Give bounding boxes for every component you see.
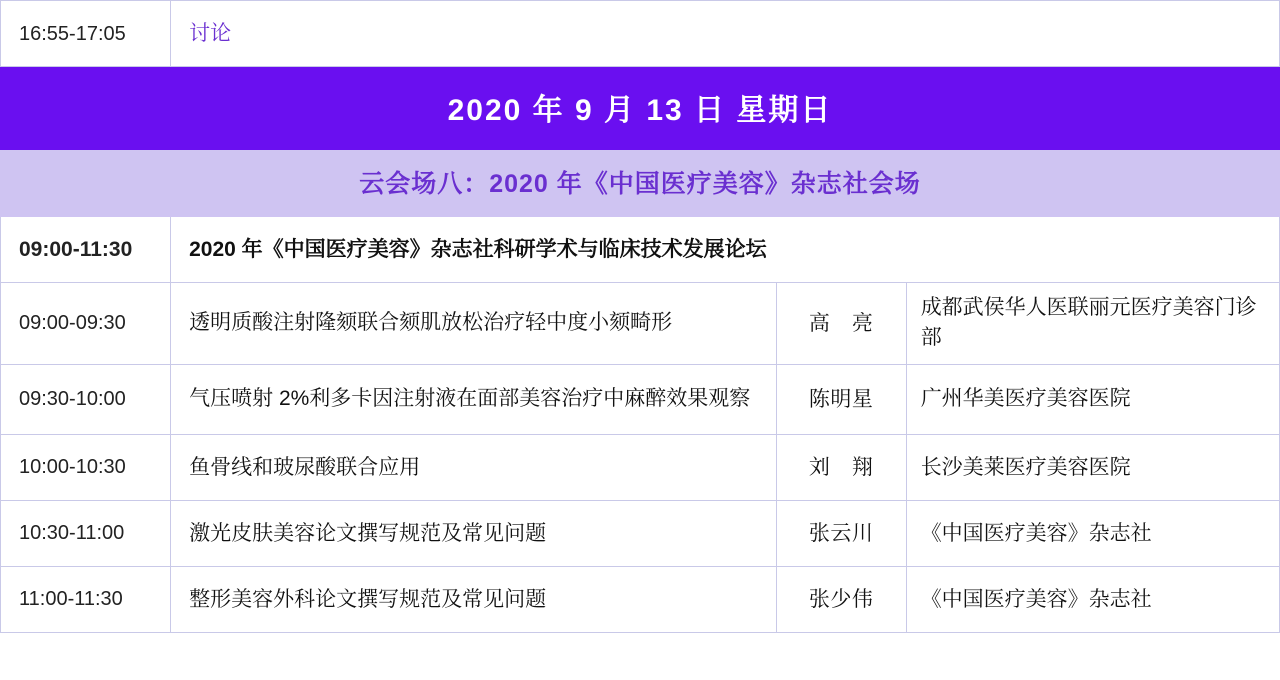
- discussion-label: 讨论: [189, 21, 232, 45]
- row-topic: 鱼骨线和玻尿酸联合应用: [189, 455, 421, 479]
- table-row: [1, 500, 1280, 566]
- row-organization: 广州华美医疗美容医院: [920, 387, 1131, 411]
- row-topic: 透明质酸注射隆颏联合颏肌放松治疗轻中度小颏畸形: [189, 311, 673, 335]
- table-row: [1, 566, 1280, 632]
- row-speaker: 张云川: [808, 521, 874, 545]
- cell-time: [1, 217, 171, 283]
- cell-time: [1, 566, 171, 632]
- row-speaker: 陈明星: [808, 387, 874, 411]
- row-time: 09:30-10:00: [19, 388, 126, 411]
- forum-time: 09:00-11:30: [19, 237, 133, 261]
- cell-speaker: [776, 364, 906, 434]
- cell-forum-title: [171, 217, 1280, 283]
- cell-organization: [906, 500, 1279, 566]
- cell-speaker: [776, 500, 906, 566]
- table-row: [1, 364, 1280, 434]
- row-topic: 整形美容外科论文撰写规范及常见问题: [189, 587, 547, 611]
- row-time: 10:00-10:30: [19, 456, 126, 479]
- row-time: 10:30-11:00: [19, 522, 125, 545]
- cell-time: [1, 283, 171, 365]
- row-organization: 长沙美莱医疗美容医院: [920, 455, 1131, 479]
- cell-organization: [906, 434, 1279, 500]
- cell-speaker: [776, 434, 906, 500]
- cell-topic: [171, 566, 776, 632]
- row-time: 11:00-11:30: [19, 588, 123, 611]
- cell-topic: [171, 434, 776, 500]
- table-row: [1, 283, 1280, 365]
- row-time: 09:00-09:30: [19, 312, 126, 335]
- row-topic: 气压喷射 2%利多卡因注射液在面部美容治疗中麻醉效果观察: [189, 387, 751, 411]
- table-row: [1, 434, 1280, 500]
- forum-title: 2020 年《中国医疗美容》杂志社科研学术与临床技术发展论坛: [189, 237, 767, 261]
- cell-topic: [171, 283, 776, 365]
- row-speaker: 刘 翔: [808, 455, 874, 479]
- cell-time: [1, 364, 171, 434]
- cell-speaker: [776, 566, 906, 632]
- session-banner-row: [1, 150, 1280, 217]
- cell-organization: [906, 566, 1279, 632]
- cell-organization: [906, 364, 1279, 434]
- date-banner-cell: [1, 67, 1280, 150]
- row-organization: 《中国医疗美容》杂志社: [920, 587, 1152, 611]
- cell-topic: [171, 364, 776, 434]
- session-banner-cell: [1, 150, 1280, 217]
- table-row: [1, 1, 1280, 67]
- cell-time: [1, 434, 171, 500]
- row-organization: 成都武侯华人医联丽元医疗美容门诊部: [920, 296, 1257, 350]
- cell-organization: [906, 283, 1279, 365]
- row-organization: 《中国医疗美容》杂志社: [920, 521, 1152, 545]
- cell-time: [1, 1, 171, 67]
- date-banner-text: 2020 年 9 月 13 日 星期日: [447, 94, 833, 127]
- row-topic: 激光皮肤美容论文撰写规范及常见问题: [189, 521, 547, 545]
- cell-time: [1, 500, 171, 566]
- cell-topic: [171, 500, 776, 566]
- cell-discussion: [171, 1, 1280, 67]
- forum-row: [1, 217, 1280, 283]
- row-speaker: 高 亮: [808, 311, 874, 335]
- session-banner-text: 云会场八：2020 年《中国医疗美容》杂志社会场: [359, 170, 921, 198]
- row-speaker: 张少伟: [808, 587, 874, 611]
- time-text: 16:55-17:05: [19, 22, 126, 45]
- cell-speaker: [776, 283, 906, 365]
- date-banner-row: [1, 67, 1280, 150]
